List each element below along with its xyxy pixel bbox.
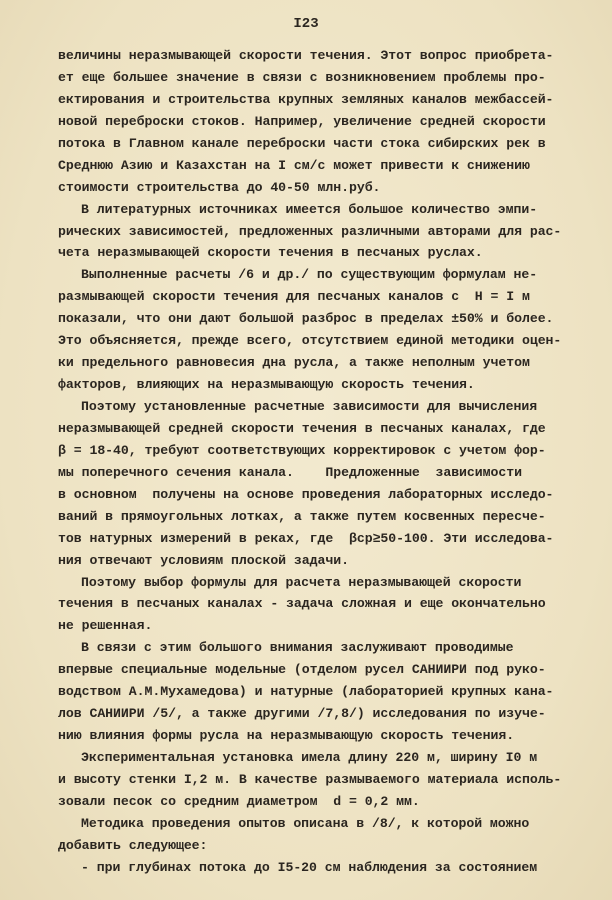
text-line: ки предельного равновесия дна русла, а также неполным учетом (58, 355, 530, 371)
text-line: не решенная. (58, 618, 153, 634)
text-line: течения в песчаных каналах - задача сложная и еще окончательно (58, 596, 546, 612)
text-line: показали, что они дают большой разброс в пределах ±50% и более. (58, 311, 554, 327)
page-number: I23 (293, 16, 319, 32)
text-line: потока в Главном канале переброски части стока сибирских рек в (58, 135, 546, 151)
body-text (58, 45, 588, 879)
text-line: - при глубинах потока до I5-20 см наблюдения за состоянием (81, 859, 538, 875)
text-line: ваний в прямоугольных лотках, а также путем косвенных пересче- (58, 508, 546, 524)
text-line: чета неразмывающей скорости течения в песчаных руслах. (58, 245, 483, 261)
text-line: стоимости строительства до 40-50 млн.руб. (58, 179, 381, 195)
text-line: В литературных источниках имеется большое количество эмпи- (81, 201, 538, 217)
text-line: величины неразмывающей скорости течения. Этот вопрос приобрета- (58, 48, 554, 63)
text-line: факторов, влияющих на неразмывающую скорость течения. (58, 377, 475, 393)
text-line: Это объясняется, прежде всего, отсутствием единой методики оцен- (58, 333, 562, 349)
text-line: размывающей скорости течения для песчаных каналов с H = I м (58, 289, 530, 305)
text-line: впервые специальные модельные (отделом русел САНИИРИ под руко- (58, 662, 546, 678)
text-line: неразмывающей средней скорости течения в песчаных каналах, где (58, 420, 546, 436)
text-line: водством А.М.Мухамедова) и натурные (лабораторией крупных кана- (58, 684, 554, 700)
text-line: нию влияния формы русла на неразмывающую скорость течения. (58, 728, 515, 744)
text-line: ет еще большее значение в связи с возникновением проблемы про- (58, 69, 546, 85)
text-line: В связи с этим большого внимания заслуживают проводимые (81, 640, 514, 656)
text-line: β = 18-40, требуют соответствующих корректировок с учетом фор- (58, 442, 546, 458)
text-line: Методика проведения опытов описана в /8/, к которой можно (81, 815, 530, 831)
text-line: тов натурных измерений в реках, где βср≥50-100. Эти исследова- (58, 530, 554, 546)
text-line: Среднюю Азию и Казахстан на I см/с может привести к снижению (58, 157, 530, 173)
text-line: Экспериментальная установка имела длину 220 м, ширину I0 м (81, 750, 538, 765)
text-line: ектирования и строительства крупных земляных каналов межбассей- (58, 91, 554, 107)
text-line: зовали песок со средним диаметром d = 0,2 мм. (58, 793, 420, 809)
text-line: новой переброски стоков. Например, увеличение средней скорости (58, 113, 546, 129)
text-line: Поэтому выбор формулы для расчета неразмывающей скорости (81, 574, 522, 590)
text-line: добавить следующее: (58, 837, 208, 853)
text-line: в основном получены на основе проведения лабораторных исследо- (58, 486, 554, 502)
text-line: мы поперечного сечения канала. Предложенные зависимости (58, 464, 522, 480)
text-line: Поэтому установленные расчетные зависимости для вычисления (81, 399, 538, 414)
text-line: лов САНИИРИ /5/, а также другими /7,8/) исследования по изуче- (58, 706, 546, 722)
text-line: рических зависимостей, предложенных различными авторами для рас- (58, 223, 562, 239)
text-line: ния отвечают условиям плоской задачи. (58, 552, 349, 568)
text-line: и высоту стенки I,2 м. В качестве размываемого материала исполь- (58, 771, 562, 787)
text-line: Выполненные расчеты /6 и др./ по существующим формулам не- (81, 267, 538, 283)
